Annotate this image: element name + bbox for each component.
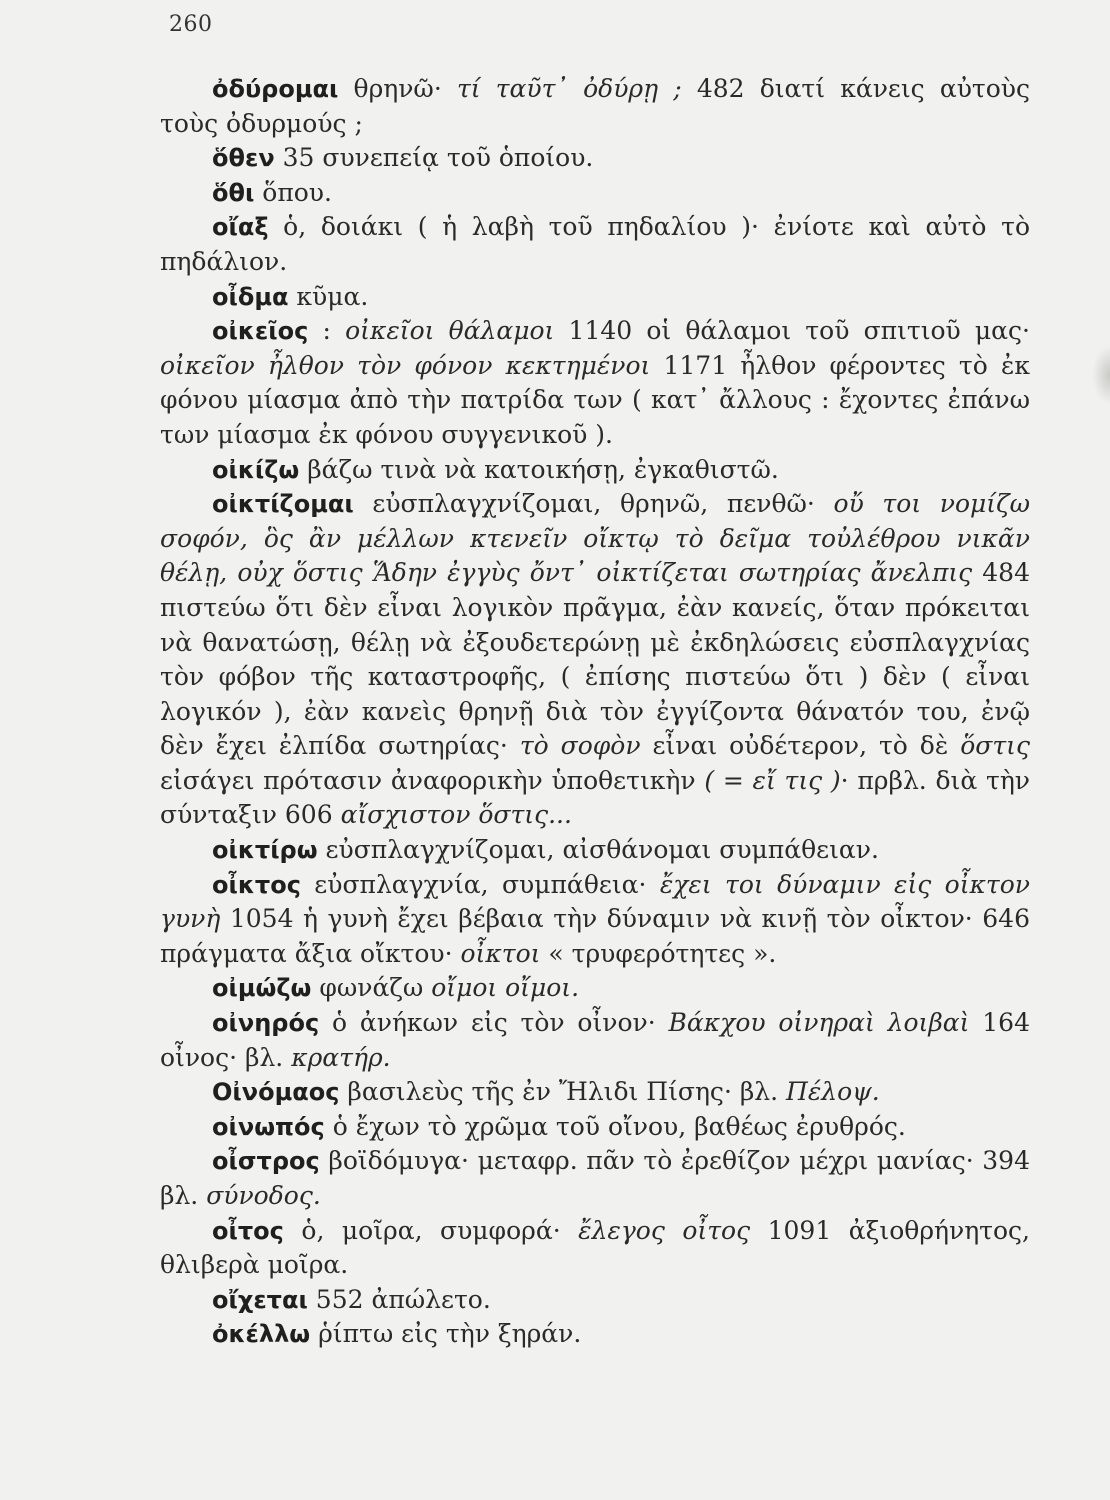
entry-headword: ὀκέλλω (212, 1320, 311, 1349)
entry-citation-italic: τὸ σοφὸν (519, 731, 641, 761)
entry-headword: ὅθι (212, 178, 255, 207)
entry-definition-text: εὐσπλαγχνία, συμπάθεια· (300, 869, 660, 899)
entry-definition-text: ὁ ἔχων τὸ χρῶμα τοῦ οἴνου, βαθέως ἐρυθρός. (324, 1111, 906, 1141)
entry-citation-italic: ἔλεγος οἶτος (578, 1215, 751, 1245)
glossary-entry (160, 176, 1030, 211)
entry-headword: οἶδμα (212, 282, 289, 311)
entry-headword: οἰκτίζομαι (212, 490, 354, 519)
entry-headword: οἰκτίρω (212, 836, 318, 865)
glossary-entry (160, 1110, 1030, 1145)
entry-definition-text: 1171 ἦλθον φέροντες τὸ ἐκ φόνου μίασμα ἀπὸ τὴν πατρίδα των ( κατ᾽ ἄλλους : ἔχοντες ἐπάνω των μίασμα ἐκ φόνου συγγενικοῦ ). (160, 350, 1030, 449)
glossary-entry (160, 1283, 1030, 1318)
entry-citation-italic: οἰκεῖον ἦλθον τὸν φόνον κεκτημένοι (160, 350, 651, 380)
glossary-entry (160, 1075, 1030, 1110)
entry-definition-text: 482 διατί κάνεις αὐτοὺς τοὺς ὀδυρμούς ; (160, 74, 1030, 138)
entry-headword: οἶτος (212, 1216, 284, 1245)
entry-headword: οἰμώζω (212, 974, 312, 1003)
entry-headword: Οἰνόμαος (212, 1078, 340, 1107)
entry-citation-italic: οἴμοι οἴμοι. (431, 973, 580, 1003)
entry-citation-italic: οἶκτοι (460, 938, 541, 968)
entry-citation-italic: Πέλοψ. (786, 1077, 880, 1107)
glossary-entry (160, 1144, 1030, 1213)
entry-definition-text: 35 συνεπείᾳ τοῦ ὁποίου. (274, 143, 594, 173)
glossary-entry (160, 314, 1030, 452)
entry-headword: οἶστρος (212, 1147, 320, 1176)
glossary-entry (160, 280, 1030, 315)
entry-headword: οἰκεῖος (212, 317, 309, 346)
entry-definition-text: 552 ἀπώλετο. (307, 1284, 491, 1314)
glossary-column (160, 72, 1030, 1352)
entry-definition-text: εἶναι οὐδέτερον, τὸ δὲ (640, 731, 961, 761)
entry-definition-text: : (308, 316, 346, 346)
glossary-entry (160, 487, 1030, 833)
entry-definition-text: εὐσπλαγχνίζομαι, θρηνῶ, πενθῶ· (353, 489, 834, 519)
entry-definition-text: 164 οἶνος· βλ. (160, 1008, 1030, 1072)
entry-headword: οἰκίζω (212, 455, 300, 484)
entry-definition-text: βάζω τινὰ νὰ κατοικήσῃ, ἐγκαθιστῶ. (299, 454, 779, 484)
entry-definition-text: εἰσάγει πρότασιν ἀναφορικὴν ὑποθετικὴν (160, 765, 705, 795)
page-number: 260 (169, 12, 213, 37)
entry-definition-text: ὁ, μοῖρα, συμφορά· (283, 1215, 579, 1245)
glossary-entry (160, 868, 1030, 972)
entry-definition-text: εὐσπλαγχνίζομαι, αἰσθάνομαι συμπάθειαν. (317, 835, 879, 865)
entry-citation-italic: Βάκχου οἰνηραὶ λοιβαὶ (668, 1008, 970, 1038)
entry-headword: οἴαξ (212, 213, 269, 242)
glossary-entry (160, 833, 1030, 868)
entry-definition-text: « τρυφερότητες ». (540, 938, 777, 968)
entry-definition-text: ῥίπτω εἰς τὴν ξηράν. (310, 1319, 582, 1349)
entry-headword: ὅθεν (212, 144, 275, 173)
glossary-entry (160, 72, 1030, 141)
entry-headword: οἰνωπός (212, 1112, 325, 1141)
entry-headword: ὀδύρομαι (212, 75, 339, 103)
glossary-entry (160, 1317, 1030, 1352)
glossary-entry (160, 1006, 1030, 1075)
entry-definition-text: 1054 ἡ γυνὴ ἔχει βέβαια τὴν δύναμιν νὰ κινῇ τὸν οἶκτον· 646 πράγματα ἄξια οἴκτου· (160, 904, 1030, 968)
entry-citation-italic: τί ταῦτ᾽ ὀδύρῃ ; (456, 74, 682, 103)
entry-citation-italic: ( = εἴ τις ) (704, 765, 841, 795)
entry-headword: οἴχεται (212, 1285, 308, 1314)
entry-definition-text: 1091 ἀξιοθρήνητος, θλιβερὰ μοῖρα. (160, 1215, 1031, 1280)
entry-headword: οἶκτος (212, 870, 301, 899)
glossary-entry (160, 971, 1030, 1006)
entry-definition-text: 484 πιστεύω ὅτι δὲν εἶναι λογικὸν πρᾶγμα, ἐὰν κανείς, ὅταν πρόκειται νὰ θανατώσῃ, θέλῃ νὰ ἐξουδετερώνῃ μὲ ἐκδηλώσεις εὐσπλαγχνίας τὸν φόβον τῆς καταστροφῆς, ( ἐπίσης πιστεύω ὅτι ) δὲν ( εἶναι λογικόν ), ἐὰν κανεὶς θρηνῇ διὰ τὸν ἐγγίζοντα θάνατόν του, ἐνῷ δὲν ἔχει ἐλπίδα σωτηρίας· (160, 558, 1030, 761)
entry-headword: οἰνηρός (212, 1009, 320, 1038)
entry-citation-italic: ὅστις (960, 731, 1030, 761)
glossary-entry (160, 210, 1030, 279)
entry-citation-italic: αἴσχιστον ὅστις... (340, 800, 572, 830)
entry-definition-text: κῦμα. (288, 281, 369, 311)
entry-definition-text: ὅπου. (254, 177, 332, 207)
entry-definition-text: βασιλεὺς τῆς ἐν Ἤλιδι Πίσης· βλ. (339, 1077, 787, 1107)
entry-citation-italic: σύνοδος. (206, 1181, 321, 1210)
glossary-entry (160, 453, 1030, 488)
entry-definition-text: 1140 οἱ θάλαμοι τοῦ σπιτιοῦ μας· (554, 316, 1030, 346)
entry-definition-text: ὁ, δοιάκι ( ἡ λαβὴ τοῦ πηδαλίου )· ἐνίοτε καὶ αὐτὸ τὸ πηδάλιον. (160, 212, 1030, 276)
ink-bleed-mark (1092, 345, 1110, 405)
entry-citation-italic: οἰκεῖοι θάλαμοι (345, 316, 555, 346)
entry-definition-text: · πρβλ. διὰ τὴν σύνταξιν 606 (160, 765, 1031, 830)
glossary-entry (160, 141, 1030, 176)
entry-definition-text: ὁ ἀνήκων εἰς τὸν οἶνον· (319, 1008, 669, 1038)
entry-citation-italic: κρατήρ. (291, 1042, 391, 1072)
entry-definition-text: φωνάζω (311, 973, 432, 1003)
glossary-entry (160, 1214, 1030, 1283)
entry-definition-text: θρηνῶ· (338, 74, 457, 103)
entry-citation-italic: ἔχει τοι δύναμιν εἰς οἶκτον γυνὴ (160, 869, 1030, 934)
entry-citation-italic: οὔ τοι νομίζω σοφόν, ὃς ἂν μέλλων κτενεῖν οἴκτῳ τὸ δεῖμα τοὐλέθρου νικᾶν θέλῃ, οὐχ ὅστις Ἅδην ἐγγὺς ὄντ᾽ οἰκτίζεται σωτηρίας ἄνελπις (160, 489, 1031, 588)
entry-definition-text: βοϊδόμυγα· μεταφρ. πᾶν τὸ ἐρεθίζον μέχρι μανίας· 394 βλ. (160, 1146, 1030, 1210)
